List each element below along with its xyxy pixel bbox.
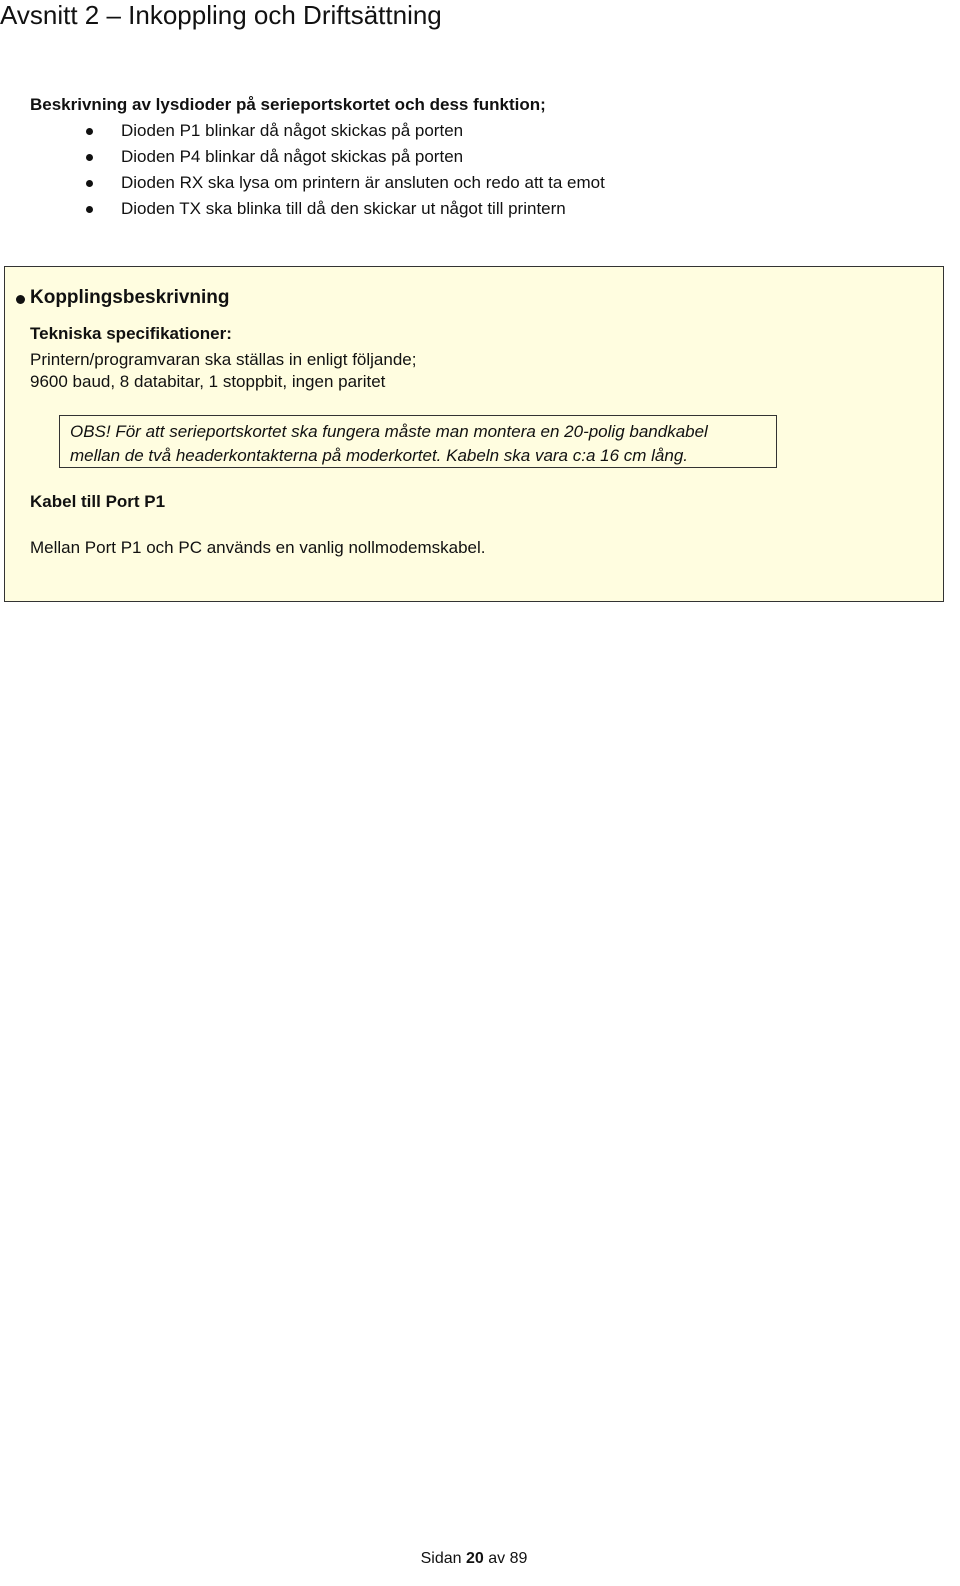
footer-middle: av (488, 1550, 506, 1567)
coupling-heading: Kopplingsbeskrivning (30, 287, 230, 308)
bullet-icon (86, 206, 93, 213)
list-item-text: Dioden TX ska blinka till då den skickar ut något till printern (121, 199, 566, 218)
list-item-text: Dioden P1 blinkar då något skickas på porten (121, 121, 464, 140)
obs-note-box (59, 415, 777, 468)
page-title: Avsnitt 2 – Inkoppling och Driftsättning (0, 0, 442, 30)
obs-note-line: OBS! För att serieportskortet ska fungera måste man montera en 20-polig bandkabel (70, 422, 708, 441)
obs-note-line: mellan de två headerkontakterna på moderkortet. Kabeln ska vara c:a 16 cm lång. (70, 446, 689, 465)
footer-prefix: Sidan (420, 1550, 462, 1567)
led-section-heading: Beskrivning av lysdioder på serieportskortet och dess funktion; (30, 95, 546, 114)
bullet-icon (86, 180, 93, 187)
list-item (0, 172, 605, 198)
footer-page-number: 20 (465, 1550, 484, 1567)
list-item (0, 146, 605, 172)
tech-spec-line: 9600 baud, 8 databitar, 1 stoppbit, ingen paritet (30, 372, 386, 391)
tech-spec-heading: Tekniska specifikationer: (30, 324, 232, 343)
list-item (0, 198, 605, 224)
footer-total-pages: 89 (509, 1550, 528, 1567)
bullet-icon (86, 128, 93, 135)
cable-text: Mellan Port P1 och PC används en vanlig nollmodemskabel. (30, 538, 486, 557)
bullet-icon (86, 154, 93, 161)
page-footer (0, 1549, 948, 1569)
list-item-text: Dioden P4 blinkar då något skickas på porten (121, 147, 464, 166)
tech-spec-line: Printern/programvaran ska ställas in enligt följande; (30, 350, 417, 369)
list-item (0, 120, 605, 146)
led-list (0, 120, 605, 224)
bullet-icon (16, 295, 25, 304)
list-item-text: Dioden RX ska lysa om printern är ansluten och redo att ta emot (121, 173, 605, 192)
cable-heading: Kabel till Port P1 (30, 492, 166, 511)
